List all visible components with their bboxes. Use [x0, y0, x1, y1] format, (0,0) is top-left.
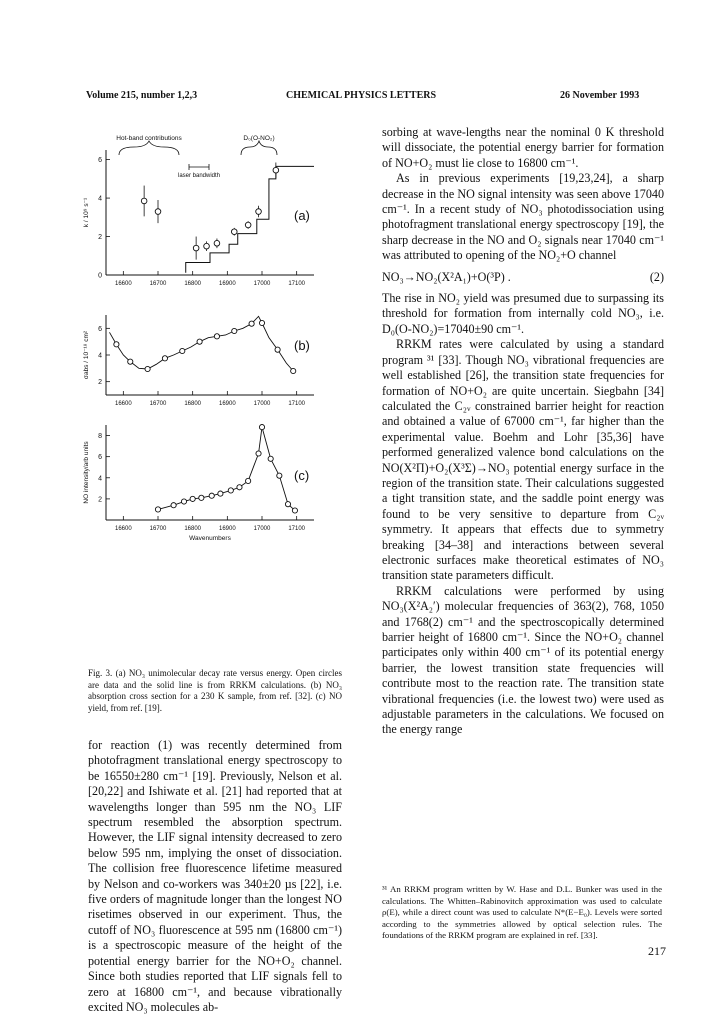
x-tick-label-a: 17000	[253, 281, 271, 287]
data-point	[231, 229, 237, 235]
data-point-c	[171, 503, 176, 508]
y-tick-label-b: 4	[98, 352, 102, 360]
data-point	[256, 209, 262, 215]
x-tick-label-a: 16900	[218, 281, 236, 287]
data-point-c	[277, 473, 282, 478]
series-line-c	[158, 427, 295, 510]
data-point-c	[268, 456, 273, 461]
y-tick-label-a: 6	[98, 157, 102, 165]
right-paragraph-3: The rise in NO₂ yield was presumed due to surpassing its threshold for formation from internally cold NO₃, i.e. D₀(O-NO₂)=17040±90 cm⁻¹.	[382, 291, 664, 336]
data-point-c	[285, 502, 290, 507]
data-point	[204, 243, 210, 249]
data-point-b	[128, 359, 133, 364]
y-tick-label-a: 2	[98, 234, 102, 242]
data-point-b	[180, 348, 185, 353]
data-point-b	[249, 321, 254, 326]
data-point-b	[114, 342, 119, 347]
page-number: 217	[648, 944, 666, 958]
y-tick-label-c: 2	[98, 496, 102, 504]
left-column	[88, 738, 342, 1015]
figure-3	[84, 125, 344, 605]
running-header-date: 26 November 1993	[560, 90, 640, 101]
x-tick-label-a: 16800	[184, 281, 202, 287]
x-tick-label-b: 16600	[114, 401, 132, 407]
data-point-b	[232, 328, 237, 333]
x-tick-label-c: 16700	[149, 526, 167, 532]
data-point-b	[291, 368, 296, 373]
data-point-c	[256, 451, 261, 456]
data-point-c	[228, 488, 233, 493]
y-tick-label-a: 4	[98, 195, 102, 203]
x-tick-label-c: 16800	[184, 526, 202, 532]
x-tick-label-a: 16600	[114, 281, 132, 287]
x-tick-label-a: 17100	[288, 281, 306, 287]
data-point-c	[190, 496, 195, 501]
data-point	[273, 167, 279, 173]
data-point	[193, 245, 199, 251]
x-tick-label-a: 16700	[149, 281, 167, 287]
data-point	[155, 209, 161, 215]
x-tick-label-b: 16900	[218, 401, 236, 407]
figure-caption: Fig. 3. (a) NO₃ unimolecular decay rate versus energy. Open circles are data and the solid line is from RRKM calculations. (b) NO₃ absorption cross section for a 230 K sample, from ref. [32]. (c) NO yield, from ref. [19].	[88, 668, 342, 713]
y-tick-label-b: 6	[98, 325, 102, 333]
right-paragraph-5: RRKM calculations were performed by using NO₃(X²A₂′) molecular frequencies of 363(2), 768, 1050 and 1768(2) cm⁻¹ and the spectroscopically determined barrier height of 16800 cm⁻¹. Since the NO+O₂ channel participates only within 400 cm⁻¹ of its potential energy barrier, the lowest transition state frequencies will contribute most to the reaction rate. The transition state vibrational frequencies (i.e. the lowest two) were used as adjustable parameters in the calculations. We focused on the energy range	[382, 583, 664, 737]
data-point-c	[237, 485, 242, 490]
panel-label-b: (b)	[294, 338, 310, 353]
data-point-c	[181, 499, 186, 504]
data-point	[214, 240, 220, 246]
data-point-c	[209, 493, 214, 498]
panel-label-a: (a)	[294, 208, 310, 223]
panel-label-c: (c)	[294, 468, 310, 483]
y-tick-label-c: 6	[98, 454, 102, 462]
data-point-c	[259, 425, 264, 430]
running-header-journal: CHEMICAL PHYSICS LETTERS	[286, 90, 437, 101]
data-point-b	[214, 334, 219, 339]
equation-number: (2)	[649, 269, 664, 284]
right-column	[382, 125, 664, 738]
y-axis-label-b: σabs / 10⁻¹⁸ cm²	[83, 330, 90, 380]
annotation-d0: D₀(O-NO₂)	[243, 135, 275, 142]
data-point	[245, 222, 251, 228]
data-point-b	[162, 356, 167, 361]
brace-hot-band	[119, 141, 179, 155]
data-point-c	[246, 478, 251, 483]
right-paragraph-1: sorbing at wave-lengths near the nominal 0 K threshold will dissociate, the potential energy barrier for formation of NO+O₂ must lie close to 16800 cm⁻¹.	[382, 125, 664, 170]
running-header-volume: Volume 215, number 1,2,3	[86, 90, 198, 101]
data-point-b	[197, 339, 202, 344]
left-paragraph-1: for reaction (1) was recently determined from photofragment translational energy spectroscopy to be 16550±280 cm⁻¹ [19]. Previously, Nelson et al. [20,22] and Ishiwate et al. [21] had reported that at wavelengths longer than 595 nm the NO₃ LIF spectrum resembled the absorption spectrum. However, the LIF signal intensity decreased to zero below 595 nm, implying the onset of dissociation. The collision free fluorescence lifetime measured by Nelson and co-workers was 340±20 µs [22], i.e. five orders of magnitude longer than the longest NO risetimes observed in our experiment. Thus, the cutoff of NO₃ fluorescence at 595 nm (16800 cm⁻¹) is a spectroscopic measure of the height of the potential energy barrier for the NO+O₂ channel. Since both studies reported that LIF signals fell to zero at 16800 cm⁻¹, and because vibrationally excited NO₃ molecules ab-	[88, 738, 342, 1014]
annotation-laser-bandwidth: laser bandwidth	[177, 173, 221, 179]
annotation-hot-band: Hot-band contributions	[116, 135, 182, 142]
equation-text: NO₃→NO₂(X²A₁)+O(³P) .	[382, 269, 511, 284]
x-axis-label: Wavenumbers	[189, 535, 231, 542]
y-tick-label-b: 2	[98, 379, 102, 387]
y-tick-label-a: 0	[98, 272, 102, 280]
y-tick-label-c: 8	[98, 433, 102, 441]
x-tick-label-b: 16700	[149, 401, 167, 407]
x-tick-label-c: 17000	[253, 526, 271, 532]
data-point	[141, 198, 147, 204]
equation-2	[382, 270, 664, 285]
data-point-b	[259, 320, 264, 325]
right-paragraph-2: As in previous experiments [19,23,24], a sharp decrease in the NO signal intensity was seen above 17040 cm⁻¹. In a recent study of NO₃ photodissociation using photofragment translational energy spectroscopy [19], the sharp decrease in the NO and O₂ signals near 17040 cm⁻¹ was attributed to opening of the NO₂+O channel	[382, 171, 664, 263]
x-tick-label-b: 17000	[253, 401, 271, 407]
x-tick-label-c: 16600	[114, 526, 132, 532]
data-point-c	[199, 495, 204, 500]
y-axis-label-c: NO intensity/arb units	[83, 441, 90, 504]
y-tick-label-c: 4	[98, 475, 102, 483]
data-point-b	[275, 347, 280, 352]
x-tick-label-c: 17100	[288, 526, 306, 532]
footnote: ³¹ An RRKM program written by W. Hase and D.L. Bunker was used in the calculations. The Whitten–Rabinovitch approximation was used to calculate ρ(E), while a direct count was used to calculate N*(E−E₀). Levels were sorted according to the symmetries allowed by optical selection rules. The foundations of the RRKM program are explained in ref. [33].	[382, 884, 662, 941]
data-point-c	[292, 508, 297, 513]
data-point-c	[218, 491, 223, 496]
data-point-c	[155, 507, 160, 512]
data-point-b	[145, 366, 150, 371]
brace-d0	[241, 141, 277, 155]
x-tick-label-b: 16800	[184, 401, 202, 407]
y-axis-label-a: k / 10⁹ s⁻¹	[83, 197, 90, 228]
x-tick-label-b: 17100	[288, 401, 306, 407]
x-tick-label-c: 16900	[218, 526, 236, 532]
right-paragraph-4: RRKM rates were calculated by using a standard program ³¹ [33]. Though NO₃ vibrational frequencies are well established [26], the transition state frequencies for formation of NO+O₂ are quite uncertain. Siegbahn [34] calculated the C₂ᵥ constrained barrier height for reaction and obtained a value of 67000 cm⁻¹, far higher than the experimental value. Boehm and Lohr [35,36] have performed generalized valence bond calculations on the NO(X²Π)+O₂(X³Σ)→NO₃ potential energy surface in the region of the transition state. Their calculations suggested a tight transition state, and the saddle point energy was found to be very sensitive to departure from C₂ᵥ symmetry. It appears that effects due to symmetry breaking [34–38] and interactions between several electronic surfaces make theoretical estimates of NO₃ transition state parameters difficult.	[382, 337, 664, 583]
